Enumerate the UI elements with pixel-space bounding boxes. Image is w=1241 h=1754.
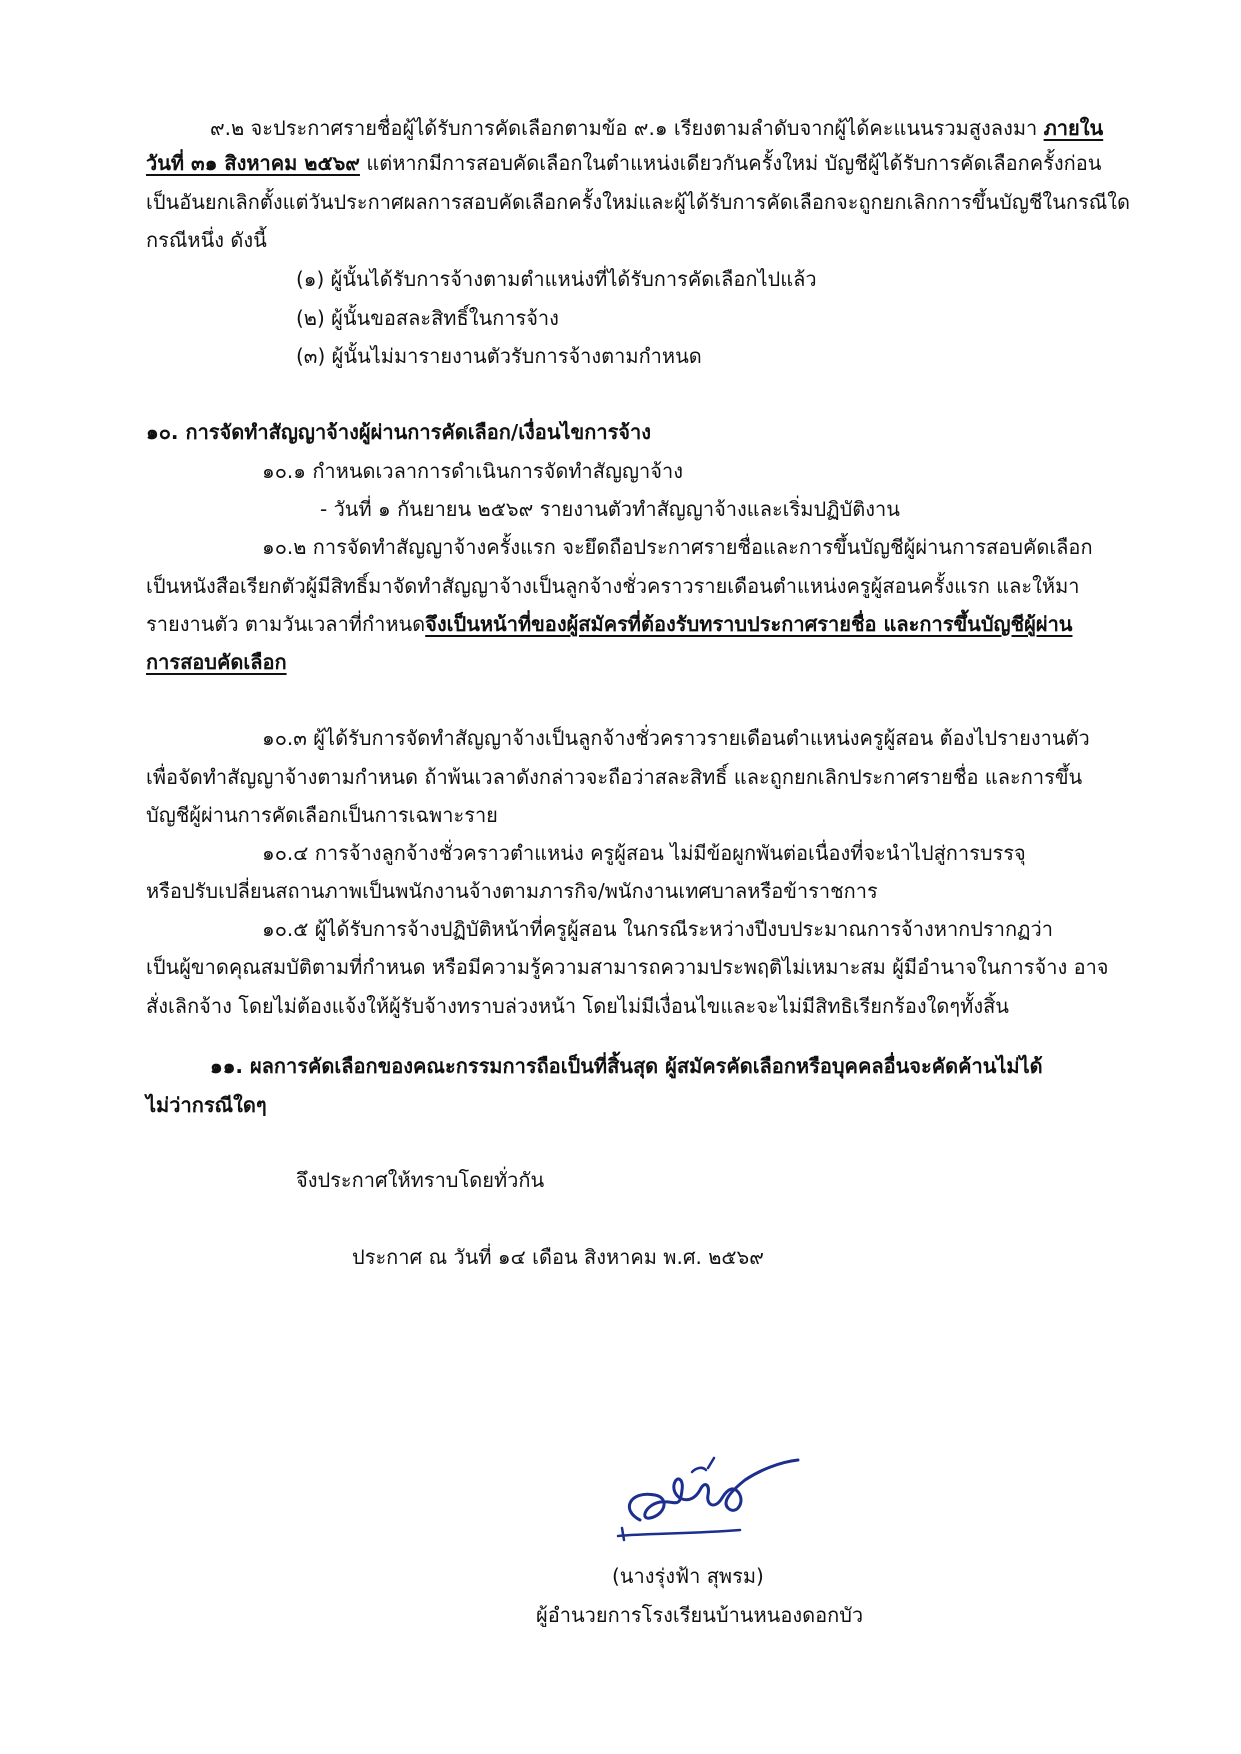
- s10-4-line-2: หรือปรับเปลี่ยนสถานภาพเป็นพนักงานจ้างตามภารกิจ/พนักงานเทศบาลหรือข้าราชการ: [146, 879, 878, 903]
- signature-image: [610, 1450, 810, 1545]
- s10-3-line-2: เพื่อจัดทำสัญญาจ้างตามกำหนด ถ้าพ้นเวลาดังกล่าวจะถือว่าสละสิทธิ์ และถูกยกเลิกประกาศรายชื่อ และการขึ้น: [146, 765, 1083, 789]
- signer-title: ผู้อำนวยการโรงเรียนบ้านหนองดอกบัว: [536, 1603, 864, 1627]
- s92-line-1: ๙.๒ จะประกาศรายชื่อผู้ได้รับการคัดเลือกตามข้อ ๙.๑ เรียงตามลำดับจากผู้ได้คะแนนรวมสูงลงมา ภายใน: [210, 116, 1104, 140]
- s92-line-3: เป็นอันยกเลิกตั้งแต่วันประกาศผลการสอบคัดเลือกครั้งใหม่และผู้ได้รับการคัดเลือกจะถูกยกเลิกการขึ้นบัญชีในกรณีใด: [146, 190, 1131, 214]
- s10-1-item: - วันที่ ๑ กันยายน ๒๕๖๙ รายงานตัวทำสัญญาจ้างและเริ่มปฏิบัติงาน: [320, 497, 900, 521]
- s92-item-3: (๓) ผู้นั้นไม่มารายงานตัวรับการจ้างตามกำหนด: [296, 344, 702, 368]
- s11-line-1: ๑๑. ผลการคัดเลือกของคณะกรรมการถือเป็นที่สิ้นสุด ผู้สมัครคัดเลือกหรือบุคคลอื่นจะคัดค้านไม่ได้: [210, 1054, 1043, 1078]
- s10-heading: ๑๐. การจัดทำสัญญาจ้างผู้ผ่านการคัดเลือก/เงื่อนไขการจ้าง: [146, 420, 652, 444]
- notice-emphasis: จึงเป็นหน้าที่ของผู้สมัครที่ต้องรับทราบประกาศรายชื่อ และการขึ้นบัญชีผู้ผ่าน: [425, 612, 1073, 636]
- s10-2-line-2: เป็นหนังสือเรียกตัวผู้มีสิทธิ์มาจัดทำสัญญาจ้างเป็นลูกจ้างชั่วคราวรายเดือนตำแหน่งครูผู้สอนครั้งแรก และให้มา: [146, 574, 1080, 598]
- s10-2-line-1: ๑๐.๒ การจัดทำสัญญาจ้างครั้งแรก จะยึดถือประกาศรายชื่อและการขึ้นบัญชีผู้ผ่านการสอบคัดเลือก: [262, 535, 1093, 559]
- s10-2-line-3: รายงานตัว ตามวันเวลาที่กำหนดจึงเป็นหน้าที่ของผู้สมัครที่ต้องรับทราบประกาศรายชื่อ และการขึ้นบัญชีผู้ผ่าน: [146, 612, 1073, 636]
- s10-1: ๑๐.๑ กำหนดเวลาการดำเนินการจัดทำสัญญาจ้าง: [262, 459, 683, 483]
- s10-5-line-2: เป็นผู้ขาดคุณสมบัติตามที่กำหนด หรือมีความรู้ความสามารถความประพฤติไม่เหมาะสม ผู้มีอำนาจในการจ้าง อาจ: [146, 955, 1109, 979]
- signer-name: (นางรุ่งฟ้า สุพรม): [612, 1564, 764, 1588]
- s11-line-2: ไม่ว่ากรณีใดๆ: [146, 1093, 267, 1117]
- closing-announcement: จึงประกาศให้ทราบโดยทั่วกัน: [296, 1168, 545, 1192]
- s10-5-line-1: ๑๐.๕ ผู้ได้รับการจ้างปฏิบัติหน้าที่ครูผู้สอน ในกรณีระหว่างปีงบประมาณการจ้างหากปรากฏว่า: [262, 917, 1053, 941]
- s92-item-2: (๒) ผู้นั้นขอสละสิทธิ์ในการจ้าง: [296, 306, 559, 330]
- deadline-emphasis: ภายใน: [1043, 116, 1104, 140]
- s10-5-line-3: สั่งเลิกจ้าง โดยไม่ต้องแจ้งให้ผู้รับจ้างทราบล่วงหน้า โดยไม่มีเงื่อนไขและจะไม่มีสิทธิเรียกร้องใดๆทั้งสิ้น: [146, 994, 1009, 1018]
- s92-item-1: (๑) ผู้นั้นได้รับการจ้างตามตำแหน่งที่ได้รับการคัดเลือกไปแล้ว: [296, 267, 817, 291]
- announcement-date: ประกาศ ณ วันที่ ๑๔ เดือน สิงหาคม พ.ศ. ๒๕๖๙: [352, 1245, 764, 1269]
- s92-line-4: กรณีหนึ่ง ดังนี้: [146, 228, 267, 252]
- s10-2-line-4: การสอบคัดเลือก: [146, 650, 287, 674]
- s92-line-2: วันที่ ๓๑ สิงหาคม ๒๕๖๙ แต่หากมีการสอบคัดเลือกในตำแหน่งเดียวกันครั้งใหม่ บัญชีผู้ได้รับการคัดเลือกครั้งก่อน: [146, 151, 1102, 175]
- deadline-date: วันที่ ๓๑ สิงหาคม ๒๕๖๙: [146, 151, 360, 175]
- s10-3-line-1: ๑๐.๓ ผู้ได้รับการจัดทำสัญญาจ้างเป็นลูกจ้างชั่วคราวรายเดือนตำแหน่งครูผู้สอน ต้องไปรายงานตัว: [262, 726, 1090, 750]
- s10-3-line-3: บัญชีผู้ผ่านการคัดเลือกเป็นการเฉพาะราย: [146, 803, 498, 827]
- s10-4-line-1: ๑๐.๔ การจ้างลูกจ้างชั่วคราวตำแหน่ง ครูผู้สอน ไม่มีข้อผูกพันต่อเนื่องที่จะนำไปสู่การบรรจุ: [262, 841, 1026, 865]
